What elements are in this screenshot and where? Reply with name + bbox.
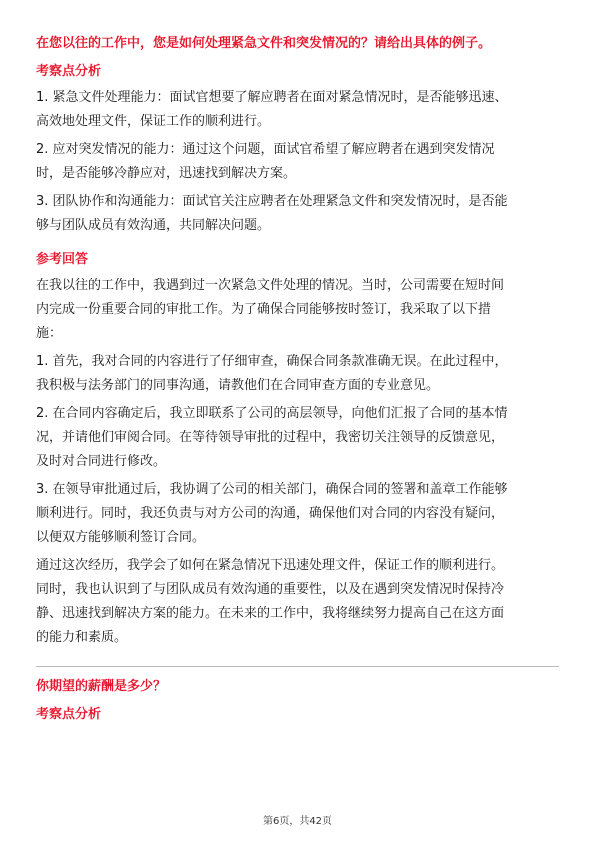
analysis-point-1 xyxy=(36,86,564,134)
analysis-point-2-line-1: 2. 应对突发情况的能力：通过这个问题，面试官希望了解应聘者在遇到突发情况 xyxy=(36,142,495,157)
answer-conclusion-line-2: 同时，我也认识到了与团队成员有效沟通的重要性，以及在遇到突发情况时保持冷 xyxy=(36,582,505,597)
answer-intro-line-3: 施： xyxy=(36,326,63,341)
analysis-point-1-line-1: 1. 紧急文件处理能力：面试官想要了解应聘者在面对紧急情况时，是否能够迅速、 xyxy=(36,90,508,105)
answer-step-2-line-3: 及时对合同进行修改。 xyxy=(36,454,167,469)
answer-step-3-line-2: 顺利进行。同时，我还负责与对方公司的沟通，确保他们对合同的内容没有疑问， xyxy=(36,506,505,521)
section-divider xyxy=(36,666,559,667)
analysis-point-1-line-2: 高效地处理文件，保证工作的顺利进行。 xyxy=(36,114,271,129)
question-1-title: 在您以往的工作中，您是如何处理紧急文件和突发情况的？请给出具体的例子。 xyxy=(36,36,492,51)
analysis-point-3-line-1: 3. 团队协作和沟通能力：面试官关注应聘者在处理紧急文件和突发情况时，是否能 xyxy=(36,194,508,209)
page-content xyxy=(36,34,564,729)
analysis-point-3 xyxy=(36,190,564,238)
answer-step-3 xyxy=(36,478,564,550)
q2-analysis-heading: 考察点分析 xyxy=(36,707,102,722)
q1-analysis-heading: 考察点分析 xyxy=(36,64,102,79)
answer-conclusion-line-4: 的能力和素质。 xyxy=(36,630,128,645)
answer-paragraph-intro xyxy=(36,274,564,346)
page-number: 第6页，共42页 xyxy=(262,816,333,827)
analysis-point-2 xyxy=(36,138,564,186)
answer-conclusion xyxy=(36,554,564,650)
answer-conclusion-line-3: 静、迅速找到解决方案的能力。在未来的工作中，我将继续努力提高自己在这方面 xyxy=(36,606,505,621)
analysis-point-2-line-2: 时，是否能够冷静应对，迅速找到解决方案。 xyxy=(36,166,297,181)
answer-intro-line-2: 内完成一份重要合同的审批工作。为了确保合同能够按时签订，我采取了以下措 xyxy=(36,302,492,317)
question-2-title: 你期望的薪酬是多少？ xyxy=(36,679,167,694)
answer-step-3-line-3: 以便双方能够顺利签订合同。 xyxy=(36,530,206,545)
answer-conclusion-line-1: 通过这次经历，我学会了如何在紧急情况下迅速处理文件，保证工作的顺利进行。 xyxy=(36,558,505,573)
answer-step-1-line-1: 1. 首先，我对合同的内容进行了仔细审查，确保合同条款准确无误。在此过程中， xyxy=(36,354,508,369)
answer-intro-line-1: 在我以往的工作中，我遇到过一次紧急文件处理的情况。当时，公司需要在短时间 xyxy=(36,278,505,293)
answer-step-2-line-2: 况，并请他们审阅合同。在等待领导审批的过程中，我密切关注领导的反馈意见， xyxy=(36,430,505,445)
q1-answer-heading: 参考回答 xyxy=(36,252,89,267)
answer-step-3-line-1: 3. 在领导审批通过后，我协调了公司的相关部门，确保合同的签署和盖章工作能够 xyxy=(36,482,508,497)
analysis-point-3-line-2: 够与团队成员有效沟通，共同解决问题。 xyxy=(36,218,271,233)
answer-step-2-line-1: 2. 在合同内容确定后，我立即联系了公司的高层领导，向他们汇报了合同的基本情 xyxy=(36,406,508,421)
answer-step-1-line-2: 我积极与法务部门的同事沟通，请教他们在合同审查方面的专业意见。 xyxy=(36,378,440,393)
answer-step-1 xyxy=(36,350,564,398)
answer-step-2 xyxy=(36,402,564,474)
